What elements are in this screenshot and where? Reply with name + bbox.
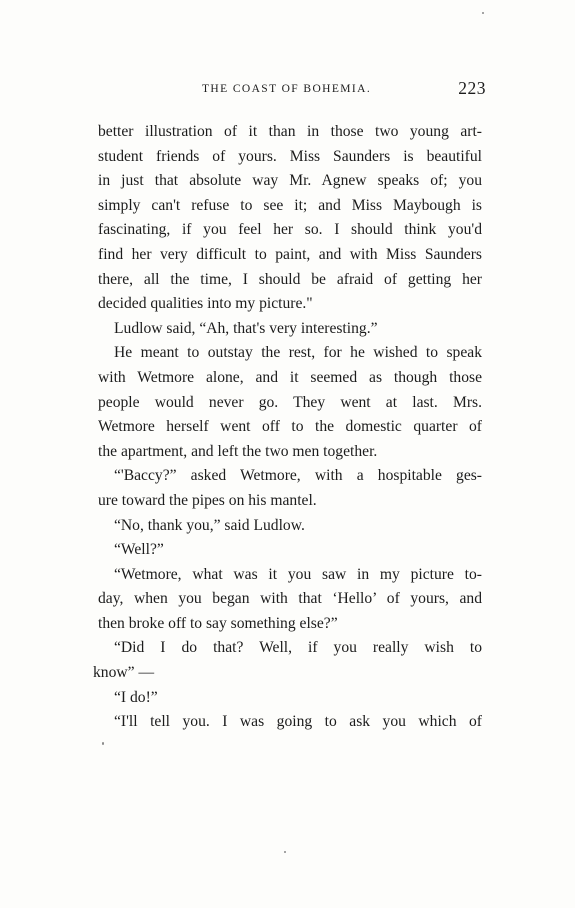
text-line: “Did I do that? Well, if you really wish to <box>114 639 482 657</box>
page-number: 223 <box>458 78 486 98</box>
running-head <box>98 78 486 102</box>
running-title: THE COAST OF BOHEMIA. <box>202 83 372 95</box>
text-line: the apartment, and left the two men together. <box>98 442 378 460</box>
text-line: fascinating, if you feel her so. I should think you'd <box>98 221 482 239</box>
text-line: day, when you began with that ‘Hello’ of yours, and <box>98 590 482 608</box>
text-line: “No, thank you,” said Ludlow. <box>114 516 305 534</box>
text-line: decided qualities into my picture." <box>98 295 313 313</box>
print-speck <box>284 851 286 853</box>
text-line: then broke off to say something else?” <box>98 614 338 632</box>
text-line: ure toward the pipes on his mantel. <box>98 491 317 509</box>
text-line: He meant to outstay the rest, for he wished to speak <box>114 344 482 362</box>
text-line: “Well?” <box>114 541 164 559</box>
text-line: in just that absolute way Mr. Agnew speaks of; you <box>98 172 482 190</box>
text-line: simply can't refuse to see it; and Miss Maybough is <box>98 196 482 214</box>
text-line: “I do!” <box>114 688 158 706</box>
text-line: “Wetmore, what was it you saw in my picture to- <box>114 565 482 583</box>
text-line: know” — <box>93 664 155 682</box>
text-line: Ludlow said, “Ah, that's very interesting.” <box>114 319 378 337</box>
text-line: people would never go. They went at last. Mrs. <box>98 393 482 411</box>
print-speck <box>102 742 104 745</box>
text-line: find her very difficult to paint, and with Miss Saunders <box>98 245 482 263</box>
text-line: better illustration of it than in those two young art- <box>98 123 482 140</box>
text-line: Wetmore herself went off to the domestic quarter of <box>98 418 482 436</box>
text-line: “'Baccy?” asked Wetmore, with a hospitable ges- <box>114 467 482 485</box>
text-line: there, all the time, I should be afraid of getting her <box>98 270 482 288</box>
text-line: “I'll tell you. I was going to ask you which of <box>114 713 482 731</box>
text-line: student friends of yours. Miss Saunders is beautiful <box>98 147 482 165</box>
text-line: with Wetmore alone, and it seemed as though those <box>98 368 482 386</box>
print-speck <box>482 12 484 14</box>
body-text <box>93 120 482 735</box>
